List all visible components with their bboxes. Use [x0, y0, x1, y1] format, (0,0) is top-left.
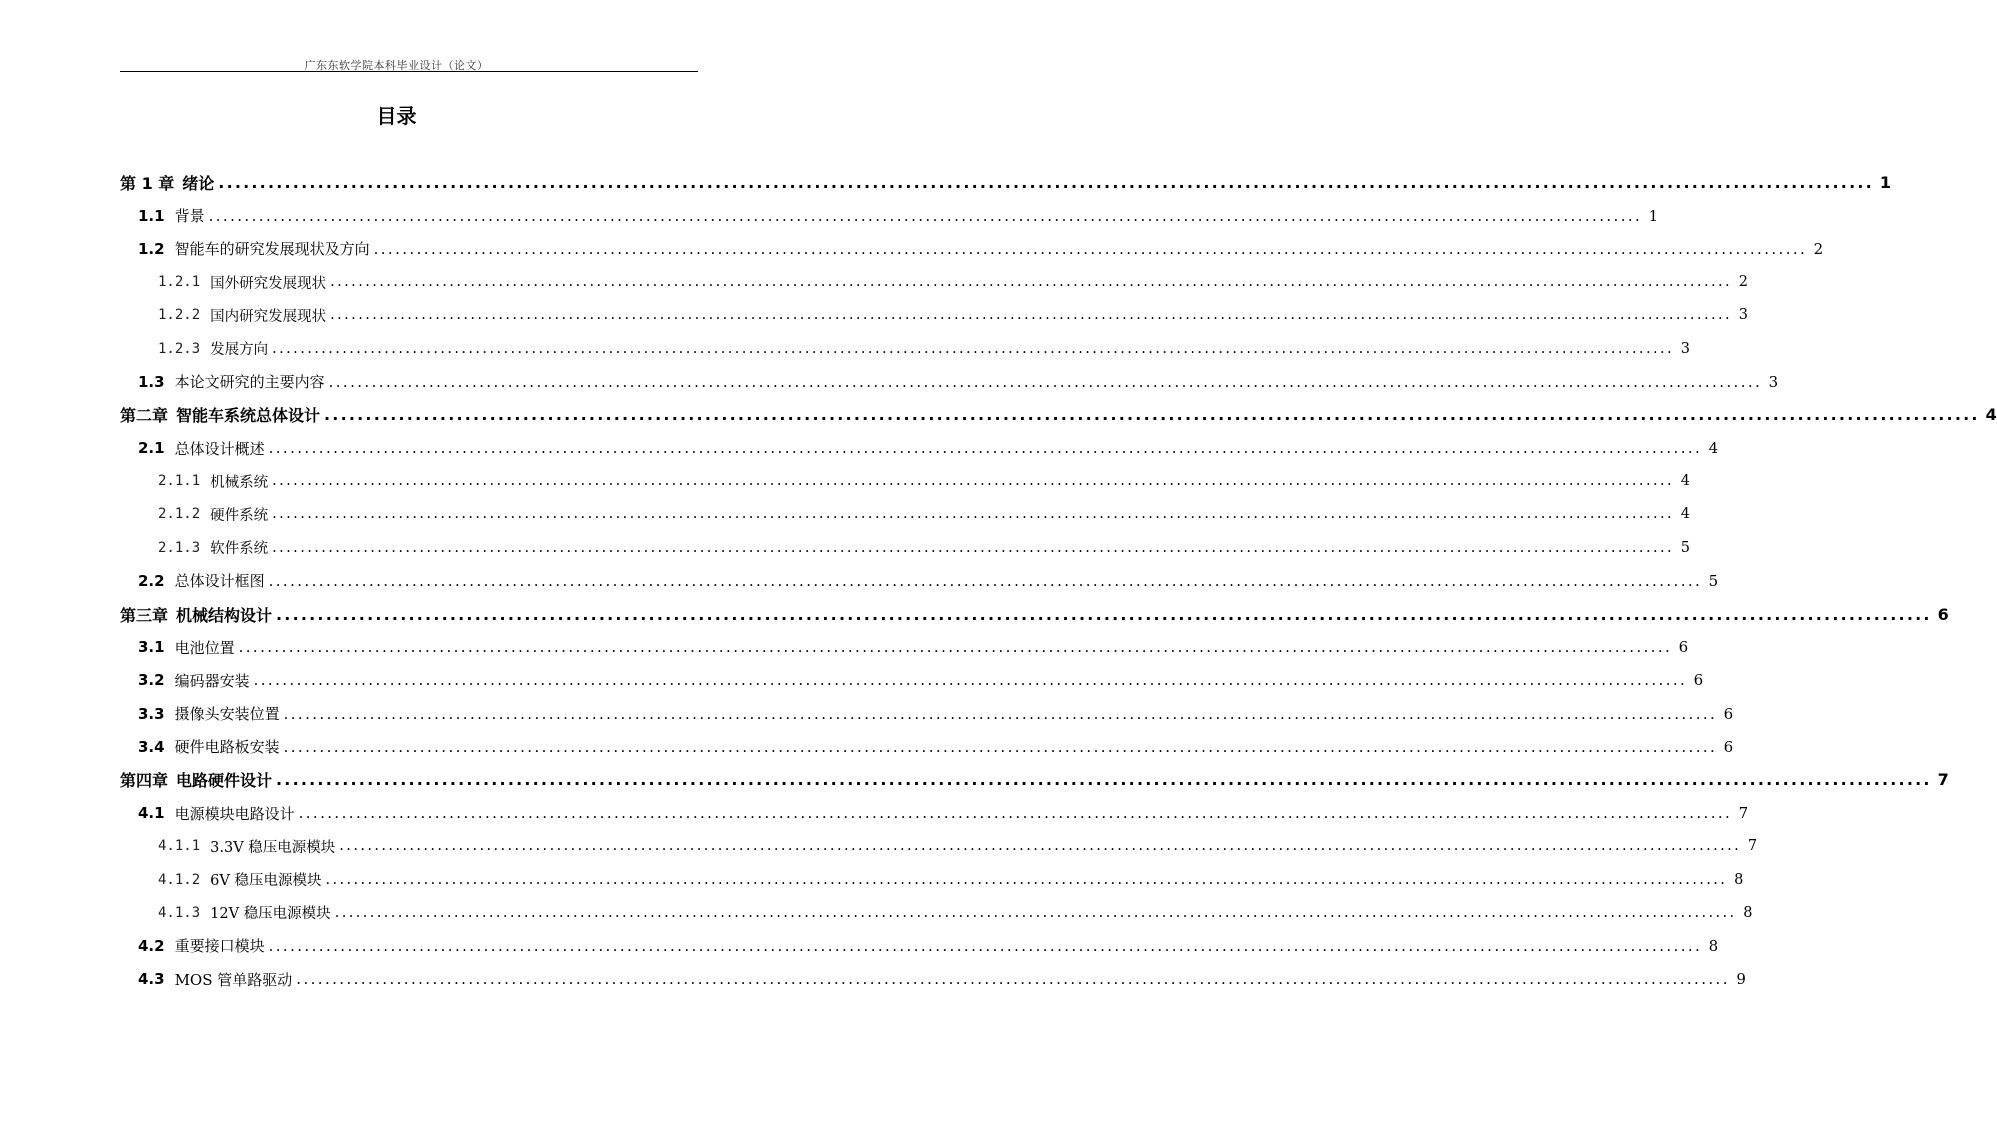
- toc-entry-section[interactable]: [0, 697, 1734, 730]
- toc-entry-section[interactable]: [0, 564, 1719, 597]
- toc-entry-number: 1.2.3: [158, 340, 201, 357]
- toc-entry-title: 智能车系统总体设计: [176, 406, 321, 426]
- toc-entry-title: 本论文研究的主要内容: [174, 373, 325, 392]
- toc-entry-title: 总体设计框图: [174, 572, 265, 591]
- toc-entry-title: 国内研究发展现状: [210, 308, 327, 325]
- toc-entry-title: 发展方向: [210, 342, 269, 359]
- toc-entry-page-number: 6: [1723, 704, 1734, 723]
- toc-entry-page-number: 4: [1680, 473, 1690, 490]
- dot-leader: ........................................................................................................................................................................................................: [268, 936, 1703, 955]
- dot-leader: ........................................................................................................................................................................................................: [339, 838, 1742, 855]
- toc-entry-number: 第 1 章: [120, 174, 175, 194]
- dot-leader: ........................................................................................................................................................................................................: [283, 737, 1718, 756]
- toc-entry-sub[interactable]: [0, 465, 1690, 498]
- dot-leader: ........................................................................................................................................................................................................: [218, 173, 1874, 193]
- toc-entry-sub[interactable]: [0, 830, 1758, 863]
- dot-leader: ........................................................................................................................................................................................................: [324, 405, 1980, 425]
- toc-entry-chapter[interactable]: [0, 166, 1892, 199]
- dot-leader: ........................................................................................................................................................................................................: [272, 506, 1674, 523]
- dot-leader: ........................................................................................................................................................................................................: [276, 770, 1932, 790]
- toc-entry-page-number: 5: [1680, 539, 1690, 556]
- toc-entry-title: 硬件系统: [210, 507, 269, 524]
- toc-entry-page-number: 7: [1747, 838, 1758, 855]
- toc-entry-number: 4.2: [138, 936, 165, 955]
- toc-entry-section[interactable]: [0, 730, 1734, 763]
- toc-entry-title: 3.3V 稳压电源模块: [210, 839, 336, 856]
- dot-leader: ........................................................................................................................................................................................................: [298, 804, 1733, 823]
- toc-entry-section[interactable]: [0, 631, 1689, 664]
- toc-entry-number: 1.2.2: [158, 307, 201, 324]
- toc-entry-sub[interactable]: [0, 332, 1690, 365]
- toc-title: 目录: [376, 104, 417, 128]
- toc-entry-page-number: 6: [1678, 638, 1689, 657]
- toc-entry-title: 摄像头安装位置: [174, 705, 280, 724]
- toc-entry-page-number: 5: [1708, 571, 1719, 590]
- toc-entry-title: 国外研究发展现状: [210, 275, 327, 292]
- toc-entry-title: 重要接口模块: [174, 937, 265, 956]
- toc-entry-sub[interactable]: [0, 531, 1690, 564]
- dot-leader: ........................................................................................................................................................................................................: [268, 439, 1703, 458]
- header-rule: [120, 71, 698, 72]
- dot-leader: ........................................................................................................................................................................................................: [253, 671, 1688, 690]
- toc-entry-number: 3.2: [138, 671, 165, 690]
- toc-entry-page-number: 1: [1648, 206, 1659, 225]
- toc-entry-section[interactable]: [0, 365, 1779, 398]
- table-of-contents: [0, 166, 1997, 996]
- toc-entry-chapter[interactable]: [0, 763, 1949, 796]
- toc-entry-title: 机械结构设计: [176, 605, 273, 625]
- toc-entry-number: 1.3: [138, 372, 165, 391]
- toc-entry-section[interactable]: [0, 797, 1749, 830]
- toc-entry-page-number: 4: [1985, 405, 1997, 425]
- toc-entry-title: 电源模块电路设计: [174, 804, 295, 823]
- toc-entry-number: 2.1.2: [158, 506, 201, 523]
- toc-entry-sub[interactable]: [0, 266, 1748, 299]
- toc-entry-page-number: 7: [1937, 770, 1949, 790]
- toc-entry-chapter[interactable]: [0, 398, 1997, 431]
- dot-leader: ........................................................................................................................................................................................................: [328, 372, 1763, 391]
- toc-entry-title: 软件系统: [210, 541, 269, 558]
- dot-leader: ........................................................................................................................................................................................................: [268, 571, 1703, 590]
- toc-entry-title: 编码器安装: [174, 671, 250, 690]
- dot-leader: ........................................................................................................................................................................................................: [296, 970, 1730, 989]
- toc-entry-number: 2.1: [138, 439, 165, 458]
- toc-entry-number: 4.1.3: [158, 904, 201, 921]
- toc-entry-section[interactable]: [0, 664, 1704, 697]
- toc-entry-page-number: 2: [1813, 239, 1824, 258]
- dot-leader: ........................................................................................................................................................................................................: [272, 473, 1674, 490]
- dot-leader: ........................................................................................................................................................................................................: [272, 340, 1674, 357]
- toc-entry-section[interactable]: [0, 929, 1719, 962]
- toc-entry-page-number: 8: [1734, 871, 1744, 888]
- dot-leader: ........................................................................................................................................................................................................: [208, 206, 1643, 225]
- toc-entry-title: 机械系统: [210, 474, 269, 491]
- toc-entry-page-number: 4: [1708, 439, 1719, 458]
- toc-entry-page-number: 7: [1738, 804, 1749, 823]
- toc-entry-title: 电路硬件设计: [176, 771, 273, 791]
- toc-entry-section[interactable]: [0, 963, 1746, 996]
- toc-entry-number: 4.1.2: [158, 871, 201, 888]
- toc-entry-page-number: 8: [1708, 936, 1719, 955]
- toc-entry-section[interactable]: [0, 232, 1824, 265]
- toc-entry-title: 智能车的研究发展现状及方向: [174, 240, 370, 259]
- toc-entry-number: 4.1.1: [158, 838, 201, 855]
- toc-entry-number: 2.2: [138, 571, 165, 590]
- toc-entry-sub[interactable]: [0, 498, 1690, 531]
- toc-entry-title: 绪论: [182, 174, 215, 194]
- toc-entry-page-number: 3: [1768, 372, 1779, 391]
- toc-entry-page-number: 6: [1693, 671, 1704, 690]
- toc-entry-number: 1.1: [138, 206, 165, 225]
- toc-entry-page-number: 6: [1723, 737, 1734, 756]
- toc-entry-number: 第三章: [120, 605, 169, 625]
- toc-entry-page-number: 6: [1937, 604, 1949, 624]
- dot-leader: ........................................................................................................................................................................................................: [283, 704, 1718, 723]
- toc-entry-number: 4.3: [138, 970, 165, 989]
- toc-entry-title: 总体设计概述: [174, 439, 265, 458]
- dot-leader: ........................................................................................................................................................................................................: [334, 904, 1737, 921]
- dot-leader: ........................................................................................................................................................................................................: [330, 274, 1732, 291]
- dot-leader: ........................................................................................................................................................................................................: [272, 539, 1674, 556]
- toc-entry-title: 6V 稳压电源模块: [210, 873, 322, 890]
- toc-entry-sub[interactable]: [0, 299, 1748, 332]
- toc-entry-sub[interactable]: [0, 896, 1753, 929]
- toc-entry-page-number: 4: [1680, 506, 1690, 523]
- toc-entry-number: 4.1: [138, 804, 165, 823]
- toc-entry-number: 第二章: [120, 406, 169, 426]
- toc-entry-title: MOS 管单路驱动: [174, 970, 293, 989]
- toc-entry-page-number: 3: [1680, 340, 1690, 357]
- toc-entry-sub[interactable]: [0, 863, 1744, 896]
- toc-entry-page-number: 9: [1736, 970, 1746, 989]
- dot-leader: ........................................................................................................................................................................................................: [276, 604, 1932, 624]
- dot-leader: ........................................................................................................................................................................................................: [373, 239, 1808, 258]
- toc-entry-number: 3.3: [138, 704, 165, 723]
- toc-entry-page-number: 2: [1738, 274, 1748, 291]
- toc-entry-title: 12V 稳压电源模块: [210, 906, 331, 923]
- toc-entry-number: 3.4: [138, 737, 165, 756]
- toc-entry-section[interactable]: [0, 432, 1719, 465]
- toc-entry-number: 1.2.1: [158, 274, 201, 291]
- dot-leader: ........................................................................................................................................................................................................: [325, 871, 1728, 888]
- toc-entry-page-number: 1: [1879, 173, 1892, 193]
- toc-entry-number: 3.1: [138, 638, 165, 657]
- toc-entry-section[interactable]: [0, 199, 1659, 232]
- toc-entry-number: 第四章: [120, 771, 169, 791]
- toc-entry-chapter[interactable]: [0, 597, 1949, 630]
- toc-entry-number: 2.1.3: [158, 539, 201, 556]
- dot-leader: ........................................................................................................................................................................................................: [330, 307, 1732, 324]
- toc-entry-number: 2.1.1: [158, 473, 201, 490]
- dot-leader: ........................................................................................................................................................................................................: [238, 638, 1673, 657]
- running-header: 广东东软学院本科毕业设计（论文）: [304, 59, 489, 72]
- toc-entry-title: 电池位置: [174, 638, 235, 657]
- toc-entry-title: 硬件电路板安装: [174, 738, 280, 757]
- toc-entry-number: 1.2: [138, 239, 165, 258]
- toc-entry-page-number: 8: [1743, 904, 1753, 921]
- toc-entry-page-number: 3: [1738, 307, 1748, 324]
- toc-entry-title: 背景: [174, 207, 205, 226]
